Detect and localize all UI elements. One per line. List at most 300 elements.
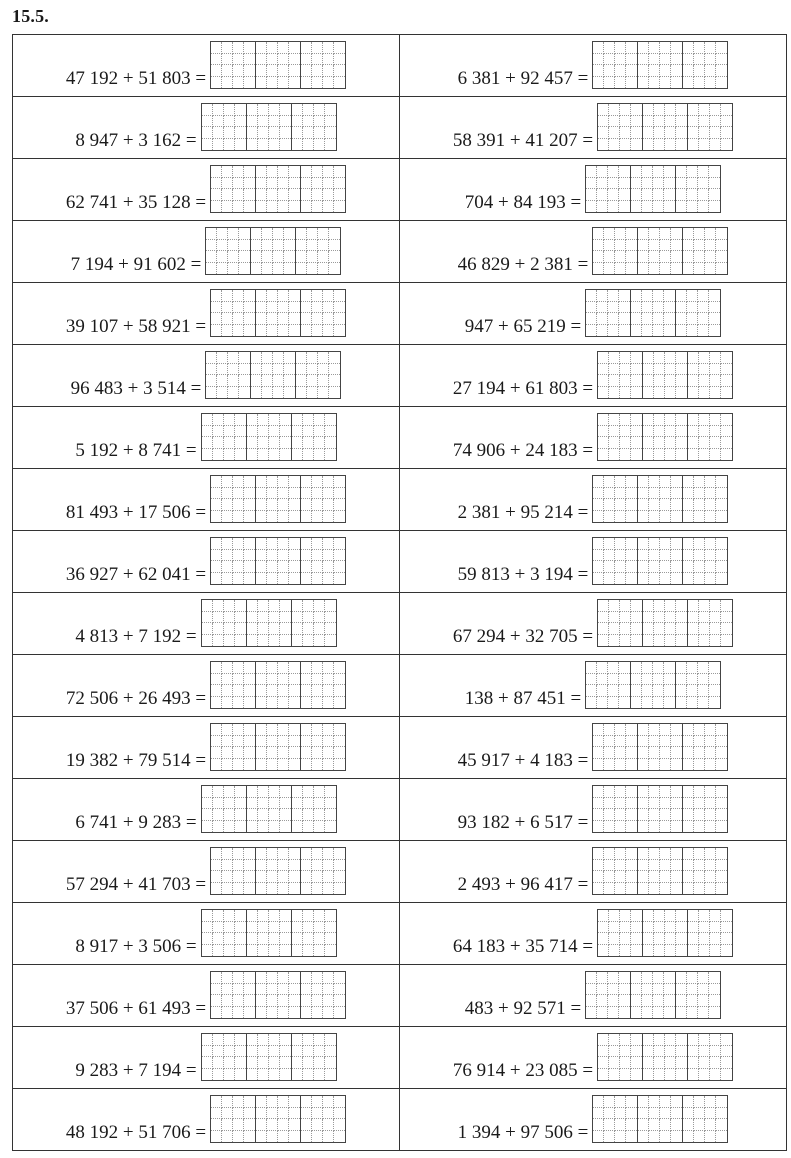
grid-square — [323, 302, 334, 314]
grid-square — [688, 352, 699, 364]
grid-square — [619, 302, 630, 314]
grid-square — [251, 364, 262, 376]
answer-grid[interactable] — [597, 413, 733, 461]
grid-square — [649, 54, 660, 66]
grid-square — [329, 352, 340, 364]
answer-grid[interactable] — [210, 723, 346, 771]
grid-square — [705, 54, 716, 66]
grid-square — [296, 263, 307, 275]
grid-square — [642, 201, 653, 213]
grid-square — [665, 426, 676, 438]
grid-square — [649, 573, 660, 585]
grid-square — [676, 600, 687, 612]
grid-square — [267, 290, 278, 302]
grid-square — [244, 972, 255, 984]
grid-square — [334, 685, 345, 697]
answer-grid[interactable] — [585, 165, 721, 213]
answer-group — [598, 910, 643, 956]
grid-square — [638, 724, 649, 736]
grid-square — [604, 821, 615, 833]
grid-square — [256, 166, 267, 178]
grid-square — [660, 550, 671, 562]
grid-square — [638, 883, 649, 895]
grid-square — [289, 860, 300, 872]
grid-square — [267, 848, 278, 860]
answer-group — [638, 1096, 683, 1142]
grid-square — [224, 600, 235, 612]
addition-expression: 2 381 + 95 214 = — [457, 502, 589, 523]
grid-square — [247, 1046, 258, 1058]
grid-square — [244, 65, 255, 77]
grid-square — [278, 1108, 289, 1120]
grid-square — [608, 178, 619, 190]
answer-grid[interactable] — [201, 103, 337, 151]
grid-square — [222, 561, 233, 573]
grid-square — [325, 1046, 336, 1058]
grid-square — [654, 635, 665, 647]
grid-square — [278, 488, 289, 500]
grid-square — [222, 488, 233, 500]
answer-grid[interactable] — [201, 1033, 337, 1081]
grid-square — [699, 1034, 710, 1046]
grid-square — [296, 352, 307, 364]
grid-square — [269, 104, 280, 116]
grid-square — [593, 263, 604, 275]
grid-square — [699, 387, 710, 399]
grid-square — [626, 65, 637, 77]
answer-grid[interactable] — [201, 413, 337, 461]
grid-square — [325, 116, 336, 128]
grid-square — [665, 449, 676, 461]
grid-square — [233, 178, 244, 190]
grid-square — [258, 635, 269, 647]
grid-square — [224, 933, 235, 945]
grid-square — [247, 945, 258, 957]
answer-grid[interactable] — [210, 661, 346, 709]
grid-square — [593, 77, 604, 89]
grid-square — [256, 201, 267, 213]
answer-grid[interactable] — [597, 1033, 733, 1081]
grid-square — [699, 116, 710, 128]
grid-square — [593, 511, 604, 523]
grid-square — [586, 201, 597, 213]
grid-square — [649, 1108, 660, 1120]
grid-square — [312, 1096, 323, 1108]
answer-group — [683, 786, 727, 832]
grid-square — [262, 251, 273, 263]
grid-square — [698, 290, 709, 302]
grid-square — [244, 674, 255, 686]
grid-square — [278, 724, 289, 736]
grid-square — [683, 561, 694, 573]
grid-square — [671, 573, 682, 585]
grid-square — [292, 127, 303, 139]
grid-square — [202, 798, 213, 810]
grid-square — [301, 54, 312, 66]
grid-square — [604, 263, 615, 275]
grid-square — [721, 426, 732, 438]
grid-square — [289, 201, 300, 213]
answer-grid[interactable] — [592, 537, 728, 585]
grid-square — [597, 662, 608, 674]
grid-square — [654, 910, 665, 922]
answer-grid[interactable] — [205, 351, 341, 399]
answer-group — [211, 42, 256, 88]
answer-grid[interactable] — [592, 1095, 728, 1143]
grid-square — [642, 313, 653, 325]
grid-square — [631, 995, 642, 1007]
answer-grid[interactable] — [585, 661, 721, 709]
grid-square — [267, 1119, 278, 1131]
grid-square — [716, 499, 727, 511]
answer-grid[interactable] — [210, 41, 346, 89]
grid-square — [631, 352, 642, 364]
answer-grid[interactable] — [210, 165, 346, 213]
answer-grid[interactable] — [210, 289, 346, 337]
answer-grid[interactable] — [585, 971, 721, 1019]
grid-square — [586, 995, 597, 1007]
grid-square — [202, 1034, 213, 1046]
grid-square — [312, 674, 323, 686]
answer-group — [256, 848, 301, 894]
grid-square — [211, 724, 222, 736]
grid-square — [604, 759, 615, 771]
answer-grid[interactable] — [597, 103, 733, 151]
answer-grid[interactable] — [597, 909, 733, 957]
grid-square — [273, 387, 284, 399]
grid-square — [314, 449, 325, 461]
grid-square — [267, 573, 278, 585]
grid-square — [676, 414, 687, 426]
grid-square — [699, 945, 710, 957]
answer-grid[interactable] — [210, 537, 346, 585]
grid-square — [598, 449, 609, 461]
grid-square — [269, 910, 280, 922]
grid-square — [278, 77, 289, 89]
exercise-cell-right — [400, 407, 787, 469]
answer-grid[interactable] — [592, 41, 728, 89]
grid-square — [643, 375, 654, 387]
grid-square — [318, 240, 329, 252]
grid-square — [289, 747, 300, 759]
grid-square — [705, 1096, 716, 1108]
grid-square — [609, 1069, 620, 1081]
grid-square — [239, 364, 250, 376]
grid-square — [620, 1069, 631, 1081]
grid-square — [269, 426, 280, 438]
grid-square — [280, 104, 291, 116]
grid-square — [694, 1119, 705, 1131]
grid-square — [289, 538, 300, 550]
grid-square — [593, 798, 604, 810]
grid-square — [244, 1119, 255, 1131]
grid-square — [676, 189, 687, 201]
grid-square — [312, 995, 323, 1007]
answer-grid[interactable] — [592, 723, 728, 771]
grid-square — [325, 809, 336, 821]
grid-square — [643, 449, 654, 461]
grid-square — [280, 933, 291, 945]
grid-square — [301, 573, 312, 585]
grid-square — [267, 201, 278, 213]
answer-grid[interactable] — [597, 599, 733, 647]
grid-square — [626, 251, 637, 263]
grid-square — [604, 871, 615, 883]
answer-grid[interactable] — [201, 909, 337, 957]
grid-square — [278, 189, 289, 201]
grid-square — [626, 1096, 637, 1108]
grid-square — [280, 635, 291, 647]
grid-square — [698, 972, 709, 984]
grid-square — [604, 228, 615, 240]
answer-group — [676, 290, 720, 336]
grid-square — [620, 910, 631, 922]
answer-group — [593, 228, 638, 274]
addition-expression: 48 192 + 51 706 = — [65, 1122, 207, 1143]
grid-square — [604, 1096, 615, 1108]
grid-square — [649, 848, 660, 860]
grid-square — [683, 42, 694, 54]
answer-group — [301, 662, 345, 708]
grid-square — [289, 697, 300, 709]
grid-square — [683, 538, 694, 550]
grid-square — [262, 352, 273, 364]
grid-square — [705, 848, 716, 860]
grid-square — [280, 910, 291, 922]
grid-square — [620, 426, 631, 438]
grid-square — [593, 476, 604, 488]
grid-square — [654, 127, 665, 139]
grid-square — [329, 263, 340, 275]
answer-group — [211, 476, 256, 522]
grid-square — [233, 685, 244, 697]
exercise-cell-right — [400, 35, 787, 97]
grid-square — [312, 573, 323, 585]
answer-group — [301, 476, 345, 522]
answer-grid[interactable] — [592, 475, 728, 523]
grid-square — [683, 573, 694, 585]
grid-square — [211, 759, 222, 771]
grid-square — [687, 697, 698, 709]
grid-square — [217, 364, 228, 376]
answer-group — [292, 104, 336, 150]
grid-square — [314, 945, 325, 957]
answer-grid[interactable] — [210, 1095, 346, 1143]
grid-square — [244, 724, 255, 736]
grid-square — [202, 623, 213, 635]
grid-square — [280, 786, 291, 798]
grid-square — [653, 325, 664, 337]
exercise-row — [13, 903, 787, 965]
grid-square — [334, 1131, 345, 1143]
answer-grid[interactable] — [201, 785, 337, 833]
answer-grid[interactable] — [201, 599, 337, 647]
grid-square — [211, 1131, 222, 1143]
grid-square — [609, 945, 620, 957]
answer-group — [211, 166, 256, 212]
grid-square — [638, 871, 649, 883]
answer-group — [292, 1034, 336, 1080]
grid-square — [211, 1108, 222, 1120]
grid-square — [615, 54, 626, 66]
answer-grid[interactable] — [592, 847, 728, 895]
grid-square — [267, 313, 278, 325]
answer-grid[interactable] — [205, 227, 341, 275]
grid-square — [631, 189, 642, 201]
answer-group — [301, 724, 345, 770]
grid-square — [312, 697, 323, 709]
grid-square — [267, 189, 278, 201]
grid-square — [323, 313, 334, 325]
grid-square — [312, 972, 323, 984]
answer-grid[interactable] — [592, 227, 728, 275]
grid-square — [598, 127, 609, 139]
grid-square — [213, 426, 224, 438]
grid-square — [233, 674, 244, 686]
answer-grid[interactable] — [585, 289, 721, 337]
grid-square — [665, 139, 676, 151]
grid-square — [716, 848, 727, 860]
grid-square — [247, 600, 258, 612]
grid-square — [258, 426, 269, 438]
addition-expression: 57 294 + 41 703 = — [65, 874, 207, 895]
grid-square — [676, 437, 687, 449]
grid-square — [323, 166, 334, 178]
answer-grid[interactable] — [210, 971, 346, 1019]
grid-square — [312, 1131, 323, 1143]
grid-square — [698, 1007, 709, 1019]
grid-square — [211, 290, 222, 302]
grid-square — [278, 883, 289, 895]
grid-square — [683, 228, 694, 240]
grid-square — [709, 697, 720, 709]
grid-square — [244, 1131, 255, 1143]
grid-square — [642, 685, 653, 697]
grid-square — [593, 42, 604, 54]
grid-square — [224, 798, 235, 810]
answer-group — [202, 104, 247, 150]
grid-square — [233, 860, 244, 872]
grid-square — [256, 995, 267, 1007]
answer-group — [247, 1034, 292, 1080]
grid-square — [312, 201, 323, 213]
answer-grid[interactable] — [597, 351, 733, 399]
grid-square — [256, 1096, 267, 1108]
grid-square — [654, 1034, 665, 1046]
grid-square — [593, 1119, 604, 1131]
grid-square — [654, 922, 665, 934]
grid-square — [642, 166, 653, 178]
grid-square — [609, 426, 620, 438]
grid-square — [615, 1131, 626, 1143]
grid-square — [654, 600, 665, 612]
grid-square — [323, 860, 334, 872]
grid-square — [206, 240, 217, 252]
grid-square — [665, 623, 676, 635]
grid-square — [694, 848, 705, 860]
exercise-cell-left — [13, 97, 400, 159]
grid-square — [267, 325, 278, 337]
grid-square — [665, 1034, 676, 1046]
grid-square — [258, 414, 269, 426]
grid-square — [202, 1069, 213, 1081]
grid-square — [235, 1034, 246, 1046]
grid-square — [676, 290, 687, 302]
grid-square — [239, 240, 250, 252]
grid-square — [334, 42, 345, 54]
grid-square — [649, 1096, 660, 1108]
grid-square — [314, 414, 325, 426]
grid-square — [687, 201, 698, 213]
grid-square — [258, 1046, 269, 1058]
grid-square — [278, 499, 289, 511]
grid-square — [593, 724, 604, 736]
grid-square — [247, 922, 258, 934]
grid-square — [671, 538, 682, 550]
grid-square — [705, 1131, 716, 1143]
addition-expression: 7 194 + 91 602 = — [70, 254, 202, 275]
answer-grid[interactable] — [592, 785, 728, 833]
grid-square — [301, 685, 312, 697]
grid-square — [716, 1108, 727, 1120]
exercise-row — [13, 221, 787, 283]
grid-square — [671, 240, 682, 252]
grid-square — [671, 871, 682, 883]
exercise-cell-right — [400, 531, 787, 593]
grid-square — [323, 1131, 334, 1143]
grid-square — [688, 910, 699, 922]
grid-square — [665, 945, 676, 957]
grid-square — [688, 922, 699, 934]
grid-square — [716, 488, 727, 500]
answer-grid[interactable] — [210, 475, 346, 523]
grid-square — [303, 623, 314, 635]
grid-square — [643, 127, 654, 139]
grid-square — [289, 1131, 300, 1143]
grid-square — [318, 352, 329, 364]
grid-square — [323, 1007, 334, 1019]
grid-square — [292, 623, 303, 635]
addition-expression: 58 391 + 41 207 = — [452, 130, 594, 151]
grid-square — [694, 809, 705, 821]
grid-square — [597, 674, 608, 686]
grid-square — [653, 178, 664, 190]
grid-square — [239, 228, 250, 240]
grid-square — [694, 228, 705, 240]
grid-square — [222, 1119, 233, 1131]
grid-square — [256, 674, 267, 686]
grid-square — [664, 995, 675, 1007]
grid-square — [653, 685, 664, 697]
grid-square — [642, 674, 653, 686]
grid-square — [654, 375, 665, 387]
grid-square — [705, 1119, 716, 1131]
grid-square — [698, 325, 709, 337]
grid-square — [649, 821, 660, 833]
grid-square — [643, 933, 654, 945]
grid-square — [292, 933, 303, 945]
grid-square — [273, 263, 284, 275]
grid-square — [721, 910, 732, 922]
grid-square — [604, 883, 615, 895]
answer-group — [643, 600, 688, 646]
answer-grid[interactable] — [210, 847, 346, 895]
grid-square — [604, 511, 615, 523]
grid-square — [694, 736, 705, 748]
grid-square — [213, 1057, 224, 1069]
grid-square — [593, 550, 604, 562]
grid-square — [671, 77, 682, 89]
